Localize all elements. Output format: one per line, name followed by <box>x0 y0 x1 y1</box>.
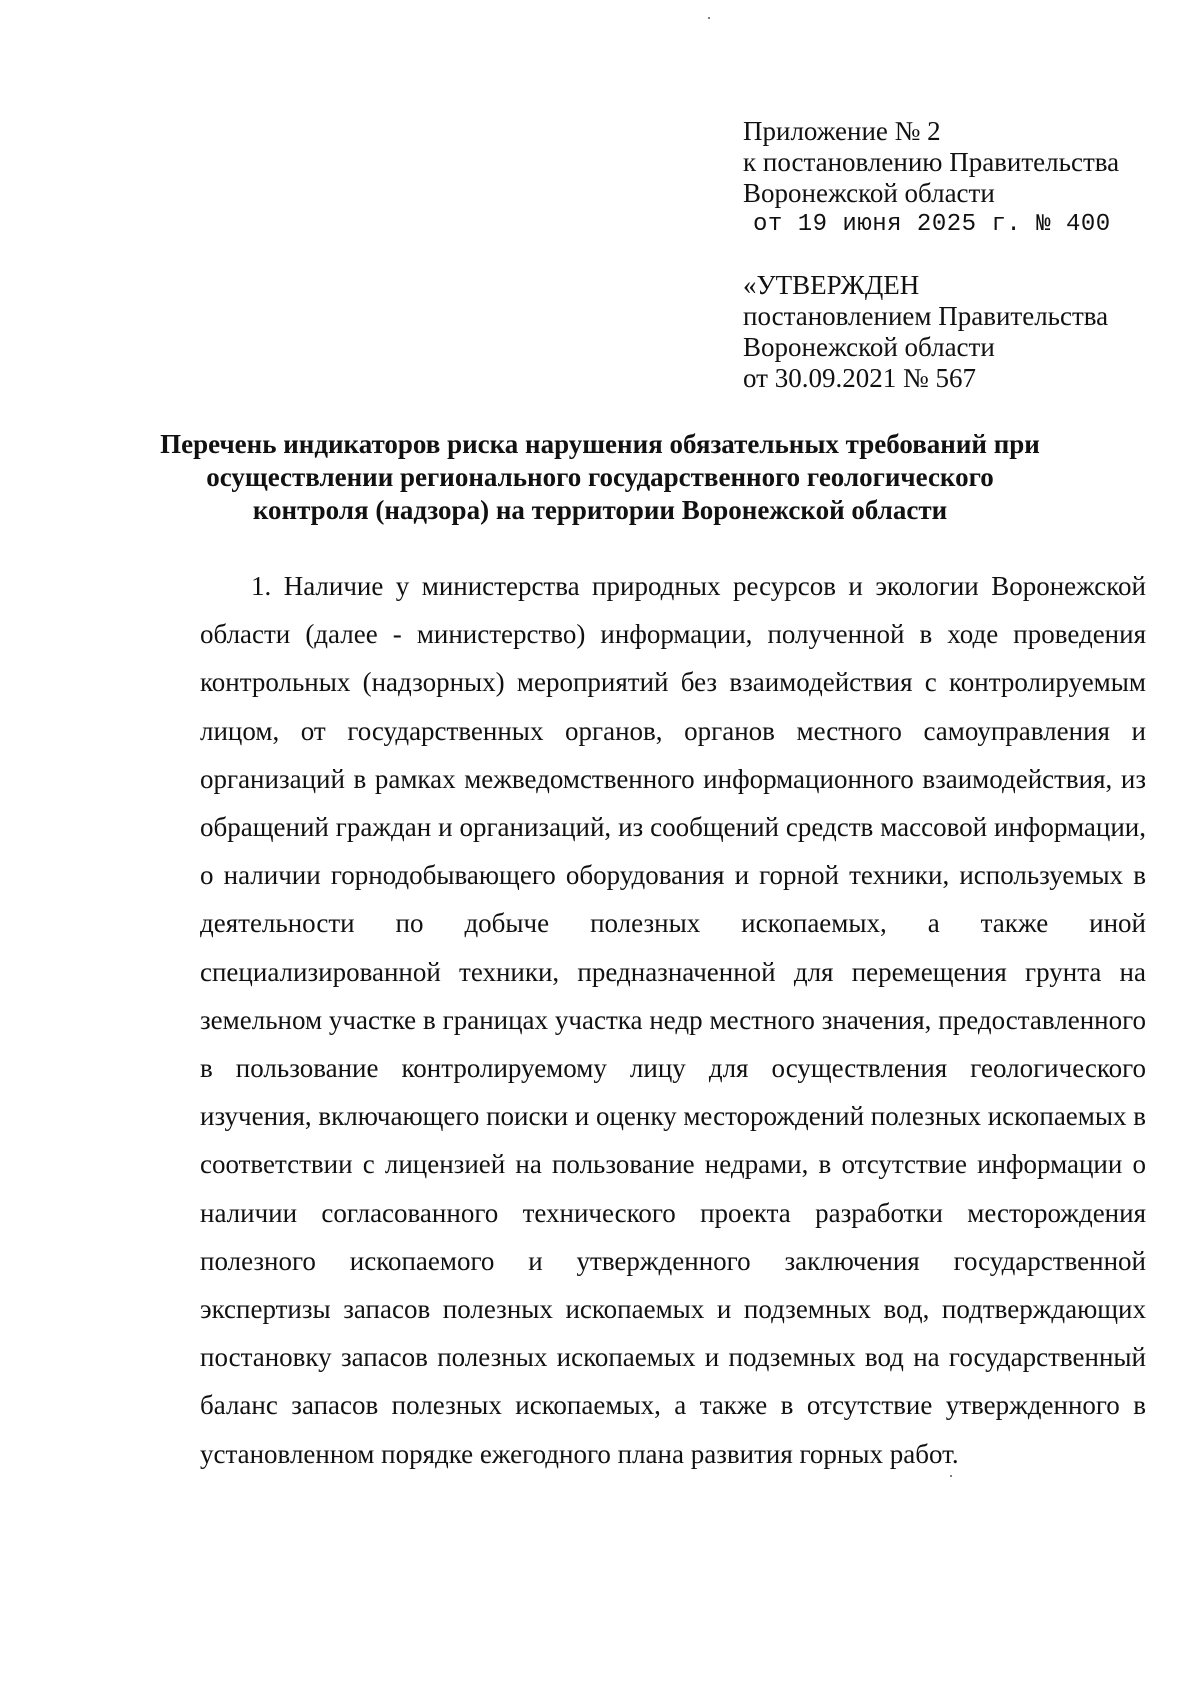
approved-heading: «УТВЕРЖДЕН <box>743 270 920 300</box>
paragraph-1: 1. Наличие у министерства природных ресурсов и экологии Воронежской области (далее - министерство) информации, полученной в ходе проведения контрольных (надзорных) мероприятий без взаимодействия с контролируемым лицом, от государственных органов, органов местного самоуправления и организаций в рамках межведомственного информационного взаимодействия, из обращений граждан и организаций, из сообщений средств массовой информации, о наличии горнодобывающего оборудования и горной техники, используемых в деятельности по добыче полезных ископаемых, а также иной специализированной техники, предназначенной для перемещения грунта на земельном участке в границах участка недр местного значения, предоставленного в пользование контролируемому лицу для осуществления геологического изучения, включающего поиски и оценку месторождений полезных ископаемых в соответствии с лицензией на пользование недрами, в отсутствие информации о наличии согласованного технического проекта разработки месторождения полезного ископаемого и утвержденного заключения государственной экспертизы запасов полезных ископаемых и подземных вод, подтверждающих постановку запасов полезных ископаемых и подземных вод на государственный баланс запасов полезных ископаемых, а также в отсутствие утвержденного в установленном порядке ежегодного плана развития горных работ. <box>200 571 1147 1469</box>
approved-reference: постановлением Правительства <box>743 301 1109 331</box>
title-line: осуществлении регионального государственного геологического <box>206 462 994 492</box>
appendix-date: от 19 июня 2025 г. № 400 <box>753 211 1111 238</box>
approved-region: Воронежской области <box>743 332 995 362</box>
appendix-reference: к постановлению Правительства <box>743 147 1120 177</box>
approved-date: от 30.09.2021 № 567 <box>743 363 976 393</box>
appendix-number: Приложение № 2 <box>743 116 941 146</box>
appendix-region: Воронежской области <box>743 178 995 208</box>
scan-speck <box>708 17 710 19</box>
title-line: Перечень индикаторов риска нарушения обязательных требований при <box>160 429 1040 459</box>
approved-block <box>743 270 1163 394</box>
title-line: контроля (надзора) на территории Воронежской области <box>252 495 948 525</box>
document-title <box>150 428 1050 527</box>
appendix-block <box>743 116 1163 240</box>
